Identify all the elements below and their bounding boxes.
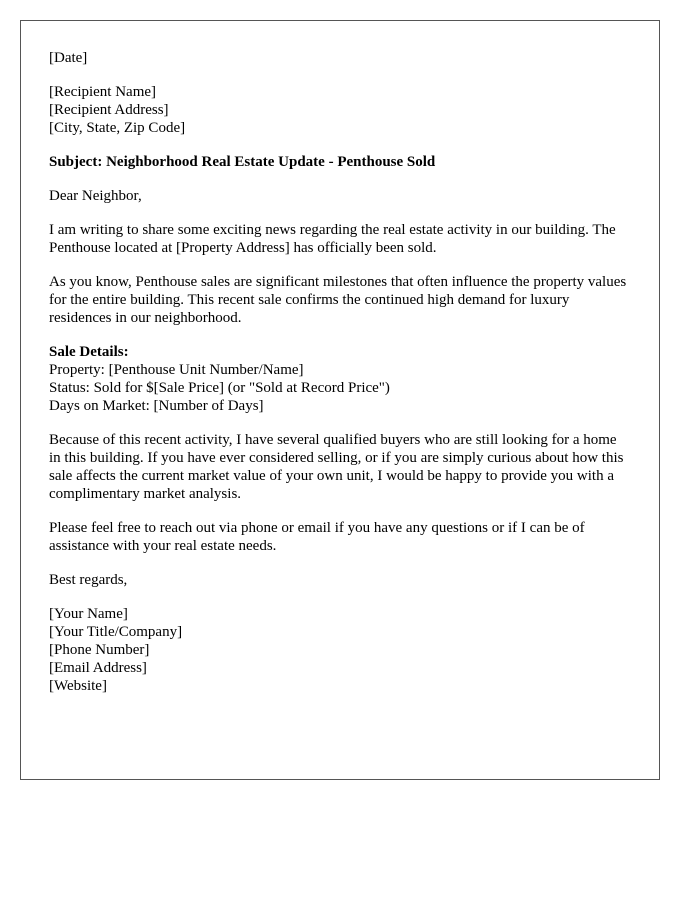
- signature-email: [Email Address]: [49, 660, 147, 676]
- letter-greeting: Dear Neighbor,: [49, 188, 142, 204]
- signature-block: [49, 605, 631, 695]
- body-paragraph-4: Please feel free to reach out via phone or email if you have any questions or if I can be of assistance with your real estate needs.: [49, 520, 585, 554]
- letter-closing: Best regards,: [49, 572, 128, 588]
- signature-website: [Website]: [49, 678, 107, 694]
- letter-page: [20, 20, 660, 780]
- date-block: [49, 49, 631, 67]
- recipient-name: [Recipient Name]: [49, 84, 157, 100]
- signature-title-company: [Your Title/Company]: [49, 624, 183, 640]
- signature-name: [Your Name]: [49, 606, 128, 622]
- sale-details-heading: Sale Details:: [49, 344, 129, 360]
- sale-details-block: [49, 343, 631, 415]
- signature-phone: [Phone Number]: [49, 642, 150, 658]
- body-paragraph-3: Because of this recent activity, I have several qualified buyers who are still looking for a home in this building. If you have ever considered selling, or if you are simply curious about how this sale affects the current market value of your own unit, I would be happy to provide you with a complimentary market analysis.: [49, 432, 624, 502]
- greeting-block: [49, 187, 631, 205]
- sale-details-status: Status: Sold for $[Sale Price] (or "Sold at Record Price"): [49, 380, 390, 396]
- letter-date: [Date]: [49, 50, 88, 66]
- recipient-address: [Recipient Address]: [49, 102, 169, 118]
- letter-subject: Subject: Neighborhood Real Estate Update - Penthouse Sold: [49, 154, 436, 170]
- body-paragraph-1: I am writing to share some exciting news regarding the real estate activity in our building. The Penthouse located at [Property Address] has officially been sold.: [49, 222, 616, 256]
- closing-block: [49, 571, 631, 589]
- sale-details-property: Property: [Penthouse Unit Number/Name]: [49, 362, 304, 378]
- recipient-block: [49, 83, 631, 137]
- sale-details-days-on-market: Days on Market: [Number of Days]: [49, 398, 264, 414]
- recipient-city-state-zip: [City, State, Zip Code]: [49, 120, 186, 136]
- subject-block: [49, 153, 631, 171]
- body-paragraph-2: As you know, Penthouse sales are significant milestones that often influence the property values for the entire building. This recent sale confirms the continued high demand for luxury residences in our neighborhood.: [49, 274, 627, 326]
